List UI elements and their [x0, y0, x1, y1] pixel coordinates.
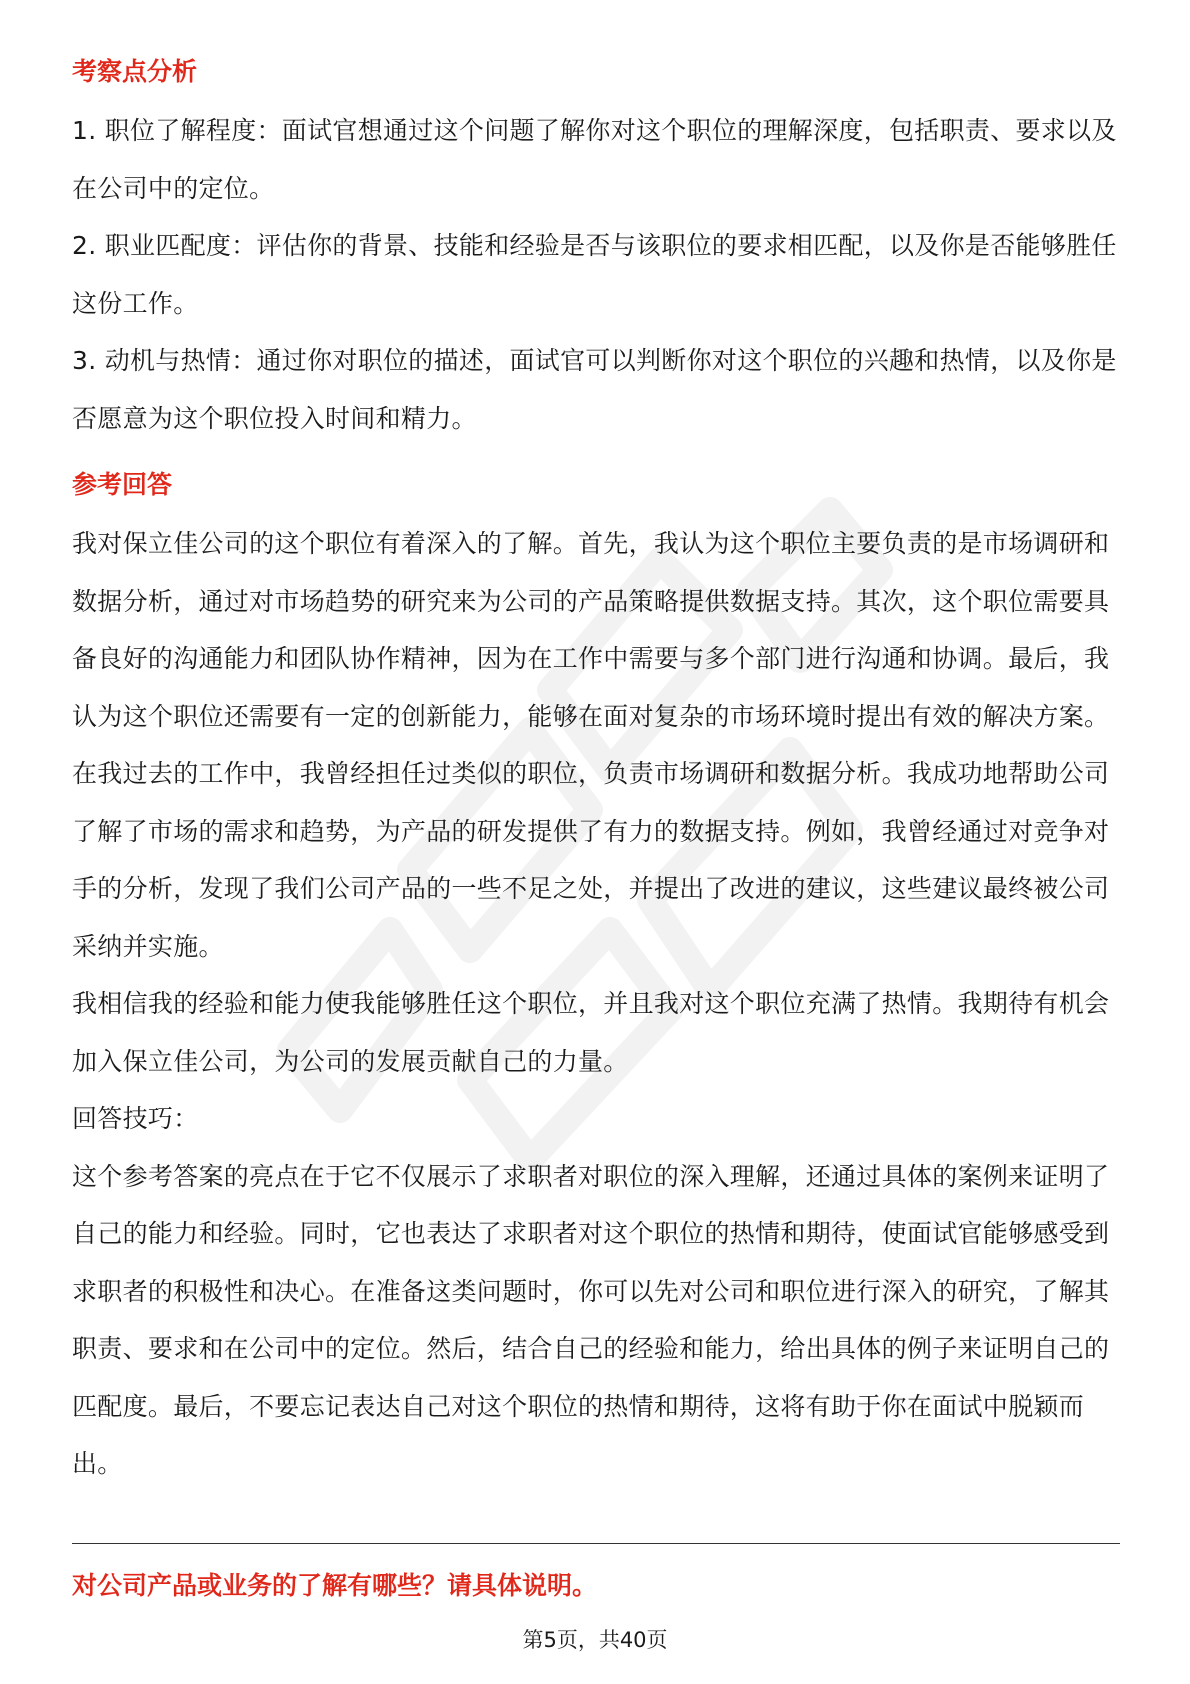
main-content: [72, 48, 1120, 1493]
analysis-item: 2. 职业匹配度：评估你的背景、技能和经验是否与该职位的要求相匹配，以及你是否能够胜任这份工作。: [72, 231, 1117, 318]
tips-paragraph: 这个参考答案的亮点在于它不仅展示了求职者对职位的深入理解，还通过具体的案例来证明了自己的能力和经验。同时，它也表达了求职者对这个职位的热情和期待，使面试官能够感受到求职者的积极性和决心。在准备这类问题时，你可以先对公司和职位进行深入的研究，了解其职责、要求和在公司中的定位。然后，结合自己的经验和能力，给出具体的例子来证明自己的匹配度。最后，不要忘记表达自己对这个职位的热情和期待，这将有助于你在面试中脱颖而出。: [72, 1161, 1110, 1478]
page-footer: 第5页，共40页: [522, 1628, 668, 1652]
answer-paragraph: 我相信我的经验和能力使我能够胜任这个职位，并且我对这个职位充满了热情。我期待有机会加入保立佳公司，为公司的发展贡献自己的力量。: [72, 989, 1110, 1076]
tips-label: 回答技巧：: [72, 1104, 199, 1133]
answer-paragraph: 我对保立佳公司的这个职位有着深入的了解。首先，我认为这个职位主要负责的是市场调研和数据分析，通过对市场趋势的研究来为公司的产品策略提供数据支持。其次，这个职位需要具备良好的沟通能力和团队协作精神，因为在工作中需要与多个部门进行沟通和协调。最后，我认为这个职位还需要有一定的创新能力，能够在面对复杂的市场环境时提出有效的解决方案。: [72, 529, 1110, 731]
analysis-item: 3. 动机与热情：通过你对职位的描述，面试官可以判断你对这个职位的兴趣和热情，以及你是否愿意为这个职位投入时间和精力。: [72, 346, 1117, 433]
next-question-heading: 对公司产品或业务的了解有哪些？请具体说明。: [72, 1571, 598, 1600]
analysis-item: 1. 职位了解程度：面试官想通过这个问题了解你对这个职位的理解深度，包括职责、要求以及在公司中的定位。: [72, 116, 1117, 203]
analysis-heading: 考察点分析: [72, 57, 198, 86]
answer-paragraph: 在我过去的工作中，我曾经担任过类似的职位，负责市场调研和数据分析。我成功地帮助公司了解了市场的需求和趋势，为产品的研发提供了有力的数据支持。例如，我曾经通过对竞争对手的分析，发现了我们公司产品的一些不足之处，并提出了改进的建议，这些建议最终被公司采纳并实施。: [72, 759, 1110, 961]
answer-heading: 参考回答: [72, 470, 173, 499]
section-divider: [72, 1543, 1120, 1544]
